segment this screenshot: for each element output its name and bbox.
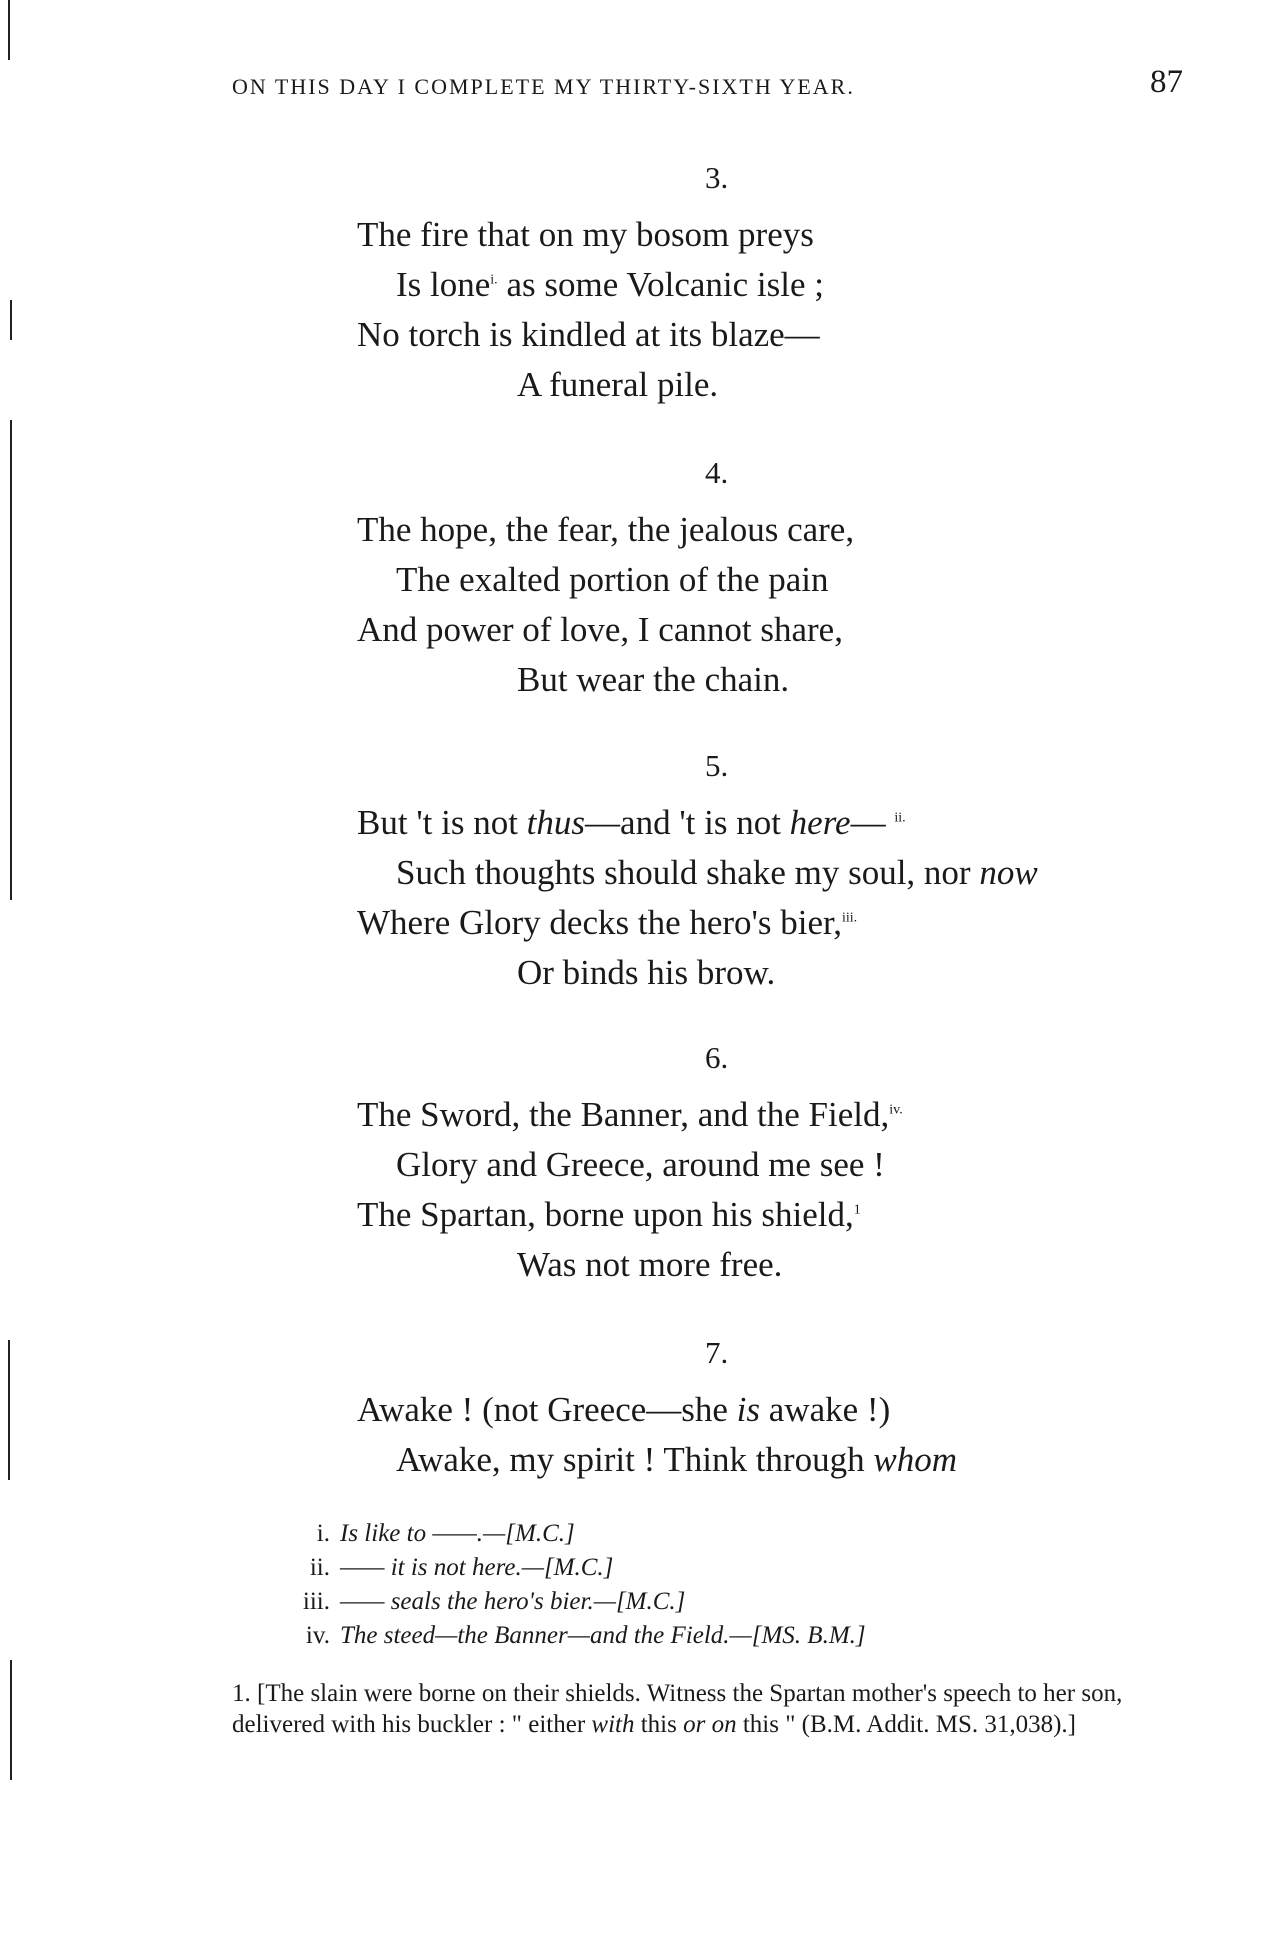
variant-text: Is like to ——.—[M.C.]: [340, 1520, 575, 1547]
verse-line: [357, 1095, 903, 1135]
verse-text: awake !): [760, 1390, 891, 1429]
verse-italic: is: [736, 1390, 761, 1429]
footnote-italic: with: [591, 1711, 635, 1738]
verse-text: Awake, my spirit ! Think through: [396, 1440, 874, 1479]
verse-italic: here: [789, 803, 851, 842]
verse-text: as some Volcanic isle ;: [506, 265, 824, 304]
verse-line: And power of love, I cannot share,: [357, 610, 843, 649]
running-title: ON THIS DAY I COMPLETE MY THIRTY-SIXTH YEAR.: [232, 74, 855, 99]
verse-line: [357, 1390, 890, 1430]
verse-line: But wear the chain.: [517, 660, 790, 699]
verse-text: Is lone: [396, 265, 491, 304]
variant-text: —— it is not here.—[M.C.]: [340, 1554, 614, 1581]
verse-text: Where Glory decks the hero's bier,: [357, 903, 842, 942]
footnote-text: [The slain were borne on their shields. Witness the Spartan mother's speech to her son, delivered with his buckler : " either: [232, 1680, 1123, 1738]
stanza-number: 4.: [705, 455, 729, 490]
binding-edge: [10, 420, 12, 900]
binding-edge: [8, 1340, 10, 1480]
footnote: [232, 1678, 1182, 1740]
variant-marker: iii.: [842, 910, 858, 926]
verse-text: —: [850, 803, 886, 842]
variant-text: The steed—the Banner—and the Field.—[MS. B.M.]: [340, 1622, 866, 1649]
verse-line: Was not more free.: [517, 1245, 783, 1284]
verse-line: [396, 265, 824, 305]
verse-line: The hope, the fear, the jealous care,: [357, 510, 855, 549]
variant-marker: iv.: [889, 1102, 903, 1118]
verse-line: The exalted portion of the pain: [396, 560, 829, 599]
variant-marker: ii.: [894, 810, 906, 826]
verse-italic: whom: [873, 1440, 957, 1479]
verse-text: Such thoughts should shake my soul, nor: [396, 853, 980, 892]
verse-line: [357, 1195, 861, 1235]
variant-number: i.: [316, 1520, 330, 1547]
verse-line: [357, 803, 906, 843]
stanza-number: 5.: [705, 748, 729, 783]
verse-text: —and 't is not: [585, 803, 790, 842]
verse-text: The Spartan, borne upon his shield,: [357, 1195, 854, 1234]
binding-edge: [8, 0, 10, 60]
verse-line: A funeral pile.: [517, 365, 719, 404]
stanza-number: 3.: [705, 160, 729, 195]
page-number: 87: [1150, 64, 1183, 100]
footnote-text: this: [634, 1711, 684, 1738]
verse-line: Glory and Greece, around me see !: [396, 1145, 885, 1184]
page-header: [0, 64, 1281, 104]
verse-italic: thus: [526, 803, 586, 842]
verse-line: [357, 903, 857, 943]
verse-line: The fire that on my bosom preys: [357, 215, 814, 254]
variant-number: ii.: [309, 1554, 330, 1581]
footnote-text: this " (B.M. Addit. MS. 31,038).]: [736, 1711, 1076, 1738]
variant-marker: i.: [490, 272, 498, 288]
verse-line: [396, 1440, 957, 1480]
footnote-marker: 1: [853, 1202, 861, 1218]
binding-edge: [10, 300, 12, 340]
verse-line: Or binds his brow.: [517, 953, 776, 992]
verse-line: No torch is kindled at its blaze—: [357, 315, 820, 354]
verse-text: Awake ! (not Greece—she: [357, 1390, 737, 1429]
footnote-italic: or on: [683, 1711, 737, 1738]
variant-number: iv.: [305, 1622, 330, 1649]
variant-text: —— seals the hero's bier.—[M.C.]: [340, 1588, 686, 1615]
stanza-number: 7.: [705, 1335, 729, 1370]
verse-text: But 't is not: [357, 803, 527, 842]
binding-edge: [10, 1660, 12, 1780]
verse-italic: now: [979, 853, 1038, 892]
verse-line: [396, 853, 1038, 893]
variant-number: iii.: [302, 1588, 330, 1615]
footnote-number: 1.: [232, 1680, 251, 1707]
verse-text: The Sword, the Banner, and the Field,: [357, 1095, 890, 1134]
stanza-number: 6.: [705, 1040, 729, 1075]
